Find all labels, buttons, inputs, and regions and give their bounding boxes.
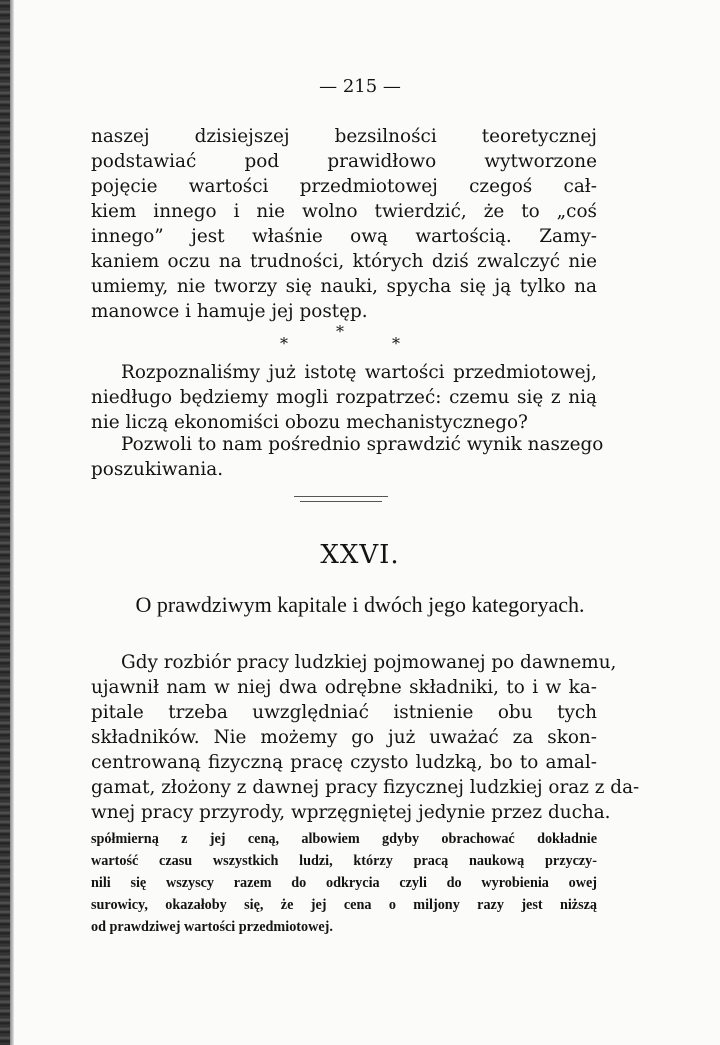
text-line: składników. Nie możemy go już uważać za skon- <box>91 727 597 748</box>
text-line: pojęcie wartości przedmiotowej czegoś cał- <box>91 176 597 197</box>
text-line: ujawnił nam w niej dwa odrębne składniki, to i w ka- <box>91 677 597 698</box>
paragraph-1 <box>91 124 597 324</box>
text-line: wnej pracy przyrody, wprzęgniętej jedynie przez ducha. <box>91 802 611 823</box>
text-line: centrowaną fizyczną pracę czysto ludzką, bo to amal- <box>91 752 597 773</box>
chapter-title: O prawdziwym kapitale i dwóch jego kategoryach. <box>135 592 585 617</box>
footnote <box>91 828 597 938</box>
section-divider <box>294 496 388 497</box>
page-binding-edge <box>0 0 10 1045</box>
text-line: Gdy rozbiór pracy ludzkiej pojmowanej po dawnemu, <box>121 652 617 673</box>
footnote-line: od prawdziwej wartości przedmiotowej. <box>91 919 333 935</box>
asterisk: * <box>392 334 400 353</box>
text-line: pitale trzeba uwzględniać istnienie obu tych <box>91 702 597 723</box>
text-line: podstawiać pod prawidłowo wytworzone <box>91 151 597 172</box>
text-line: Pozwoli to nam pośrednio sprawdzić wynik naszego <box>121 434 604 455</box>
text-line: naszej dzisiejszej bezsilności teoretycznej <box>91 126 597 147</box>
text-line: gamat, złożony z dawnej pracy fizycznej ludzkiej oraz z da- <box>91 777 640 798</box>
chapter-number: XXVI. <box>320 540 400 570</box>
footnote-line: spółmierną z jej ceną, albowiem gdyby obrachować dokładnie <box>91 831 597 847</box>
section-divider <box>300 501 382 502</box>
asterisk: * <box>336 322 344 341</box>
paragraph-3 <box>91 432 604 482</box>
text-line: umiemy, nie tworzy się nauki, spycha się ją tylko na <box>91 276 597 297</box>
text-line: manowce i hamuje jej postęp. <box>91 301 368 322</box>
paragraph-2 <box>91 360 597 435</box>
text-line: niedługo będziemy mogli rozpatrzeć: czemu się z nią <box>91 387 597 408</box>
text-line: kaniem oczu na trudności, których dziś zwalczyć nie <box>91 251 597 272</box>
footnote-line: wartość czasu wszystkich ludzi, którzy pracą naukową przyczy- <box>91 853 597 869</box>
footnote-line: nili się wszyscy razem do odkrycia czyli do wyrobienia owej <box>91 875 597 891</box>
page-number: — 215 — <box>319 76 401 97</box>
paragraph-4 <box>91 650 640 825</box>
text-line: nie liczą ekonomiści obozu mechanistycznego? <box>91 412 528 433</box>
text-line: innego” jest właśnie ową wartością. Zamy- <box>91 226 597 247</box>
text-line: poszukiwania. <box>91 459 224 480</box>
asterisk: * <box>280 334 288 353</box>
text-line: Rozpoznaliśmy już istotę wartości przedmiotowej, <box>121 362 597 383</box>
text-line: kiem innego i nie wolno twierdzić, że to „coś <box>91 201 597 222</box>
footnote-line: surowicy, okazałoby się, że jej cena o miljony razy jest niższą <box>91 897 597 913</box>
page-binding-shadow <box>10 0 14 1045</box>
